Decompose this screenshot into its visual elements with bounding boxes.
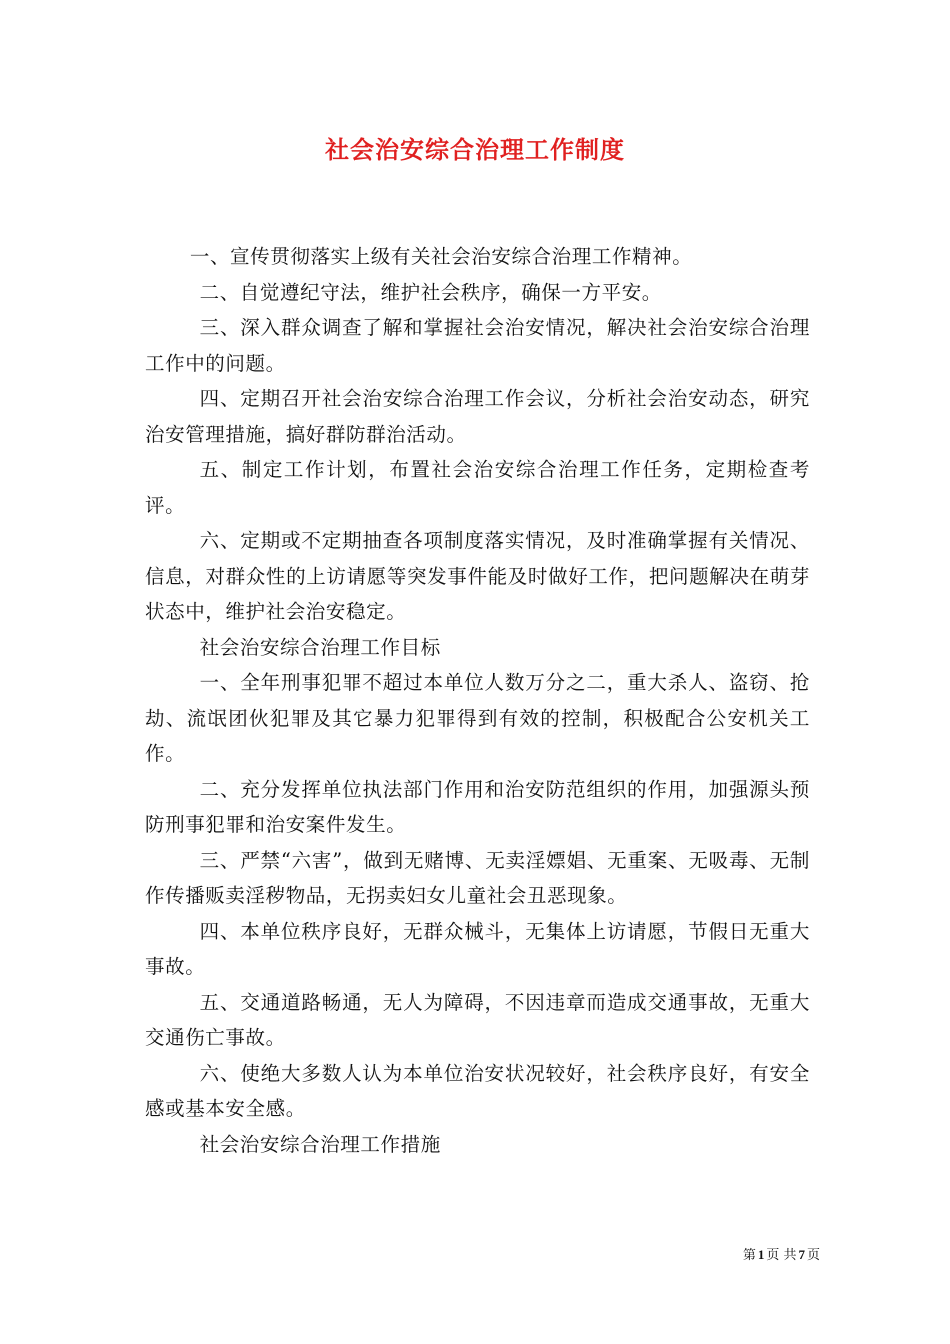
paragraph-2: 二、自觉遵纪守法，维护社会秩序，确保一方平安。 — [199, 280, 662, 304]
section-heading-goals: 社会治安综合治理工作目标 — [199, 635, 441, 659]
paragraph-9: 三、严禁“六害”，做到无赌博、无卖淫嫖娼、无重案、无吸毒、无制作传播贩卖淫秽物品，无拐卖妇女儿童社会丑恶现象。 — [145, 848, 810, 907]
paragraph-5: 五、制定工作计划，布置社会治安综合治理工作任务，定期检查考评。 — [145, 458, 810, 517]
footer-suffix: 页 — [806, 1248, 820, 1263]
paragraph-12: 六、使绝大多数人认为本单位治安状况较好，社会秩序良好，有安全感或基本安全感。 — [145, 1061, 810, 1120]
footer-prefix: 第 — [742, 1248, 756, 1263]
paragraph-8: 二、充分发挥单位执法部门作用和治安防范组织的作用，加强源头预防刑事犯罪和治安案件发生。 — [145, 777, 810, 836]
page-footer — [690, 1246, 820, 1265]
document-body — [145, 239, 810, 1162]
paragraph-7: 一、全年刑事犯罪不超过本单位人数万分之二，重大杀人、盗窃、抢劫、流氓团伙犯罪及其它暴力犯罪得到有效的控制，积极配合公安机关工作。 — [145, 671, 810, 765]
document-title: 社会治安综合治理工作制度 — [325, 135, 625, 164]
paragraph-11: 五、交通道路畅通，无人为障碍，不因违章而造成交通事故，无重大交通伤亡事故。 — [145, 990, 810, 1049]
paragraph-4: 四、定期召开社会治安综合治理工作会议，分析社会治安动态，研究治安管理措施，搞好群防群治活动。 — [145, 387, 810, 446]
paragraph-6: 六、定期或不定期抽查各项制度落实情况，及时准确掌握有关情况、信息，对群众性的上访请愿等突发事件能及时做好工作，把问题解决在萌芽状态中，维护社会治安稳定。 — [145, 529, 810, 623]
section-heading-measures: 社会治安综合治理工作措施 — [199, 1132, 441, 1156]
paragraph-1: 一、宣传贯彻落实上级有关社会治安综合治理工作精神。 — [189, 245, 693, 268]
paragraph-10: 四、本单位秩序良好，无群众械斗，无集体上访请愿，节假日无重大事故。 — [145, 919, 810, 978]
paragraph-3: 三、深入群众调查了解和掌握社会治安情况，解决社会治安综合治理工作中的问题。 — [145, 316, 810, 375]
total-pages-number: 7 — [798, 1247, 805, 1262]
footer-middle: 页 共 — [766, 1248, 797, 1263]
current-page-number: 1 — [757, 1247, 765, 1262]
